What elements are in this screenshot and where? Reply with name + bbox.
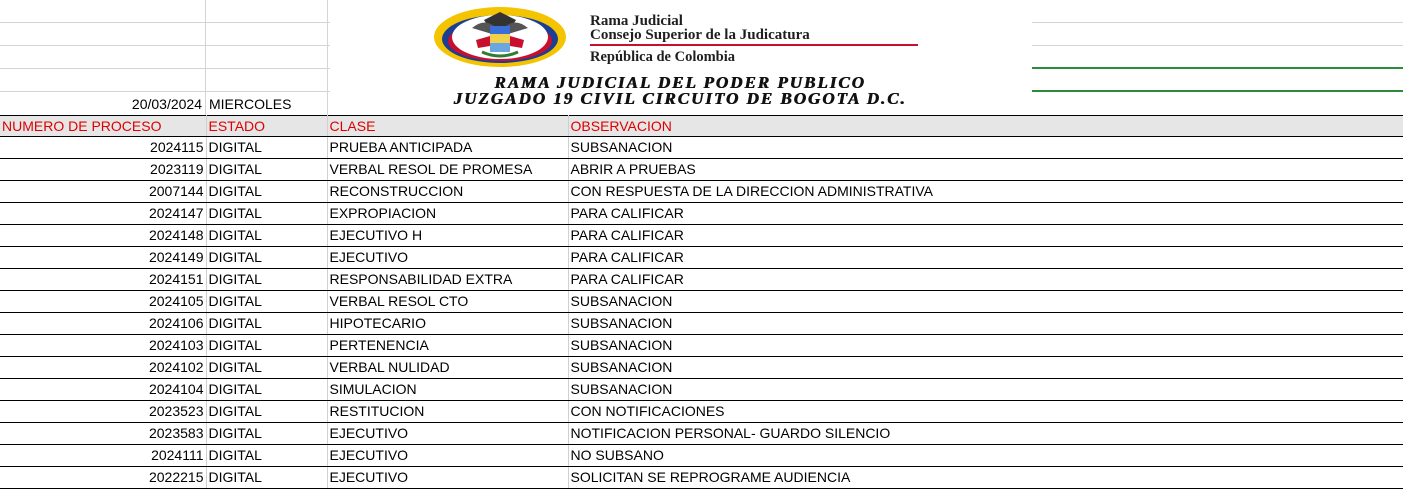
cell-numero-proceso[interactable]: 2024147 (0, 203, 206, 225)
cell-estado[interactable]: DIGITAL (206, 291, 327, 313)
brand-line-2: Consejo Superior de la Judicatura (590, 27, 810, 43)
table-row (0, 423, 1403, 445)
cell-observacion[interactable]: NOTIFICACION PERSONAL- GUARDO SILENCIO (568, 423, 1403, 445)
col-header-clase[interactable]: CLASE (327, 116, 568, 137)
table-row (0, 379, 1403, 401)
cell-clase[interactable]: PERTENENCIA (327, 335, 568, 357)
gridline (0, 45, 330, 46)
court-title-2: JUZGADO 19 CIVIL CIRCUITO DE BOGOTA D.C. (453, 89, 907, 108)
table-row (0, 291, 1403, 313)
cell-numero-proceso[interactable]: 2024106 (0, 313, 206, 335)
court-title-1: RAMA JUDICIAL DEL PODER PUBLICO (494, 73, 866, 92)
cell-estado[interactable]: DIGITAL (206, 225, 327, 247)
cell-estado[interactable]: DIGITAL (206, 247, 327, 269)
table-row (0, 313, 1403, 335)
cell-estado[interactable]: DIGITAL (206, 357, 327, 379)
green-border-line (1032, 90, 1403, 92)
cell-observacion[interactable]: SOLICITAN SE REPROGRAME AUDIENCIA (568, 467, 1403, 489)
rama-judicial-brand (590, 14, 920, 66)
cell-numero-proceso[interactable]: 2024111 (0, 445, 206, 467)
cell-numero-proceso[interactable]: 2024103 (0, 335, 206, 357)
gridline (327, 0, 328, 115)
date-cell[interactable]: 20/03/2024 (131, 96, 202, 112)
table-row (0, 181, 1403, 203)
table-row (0, 335, 1403, 357)
cell-clase[interactable]: EJECUTIVO (327, 247, 568, 269)
cell-clase[interactable]: EJECUTIVO (327, 423, 568, 445)
gridline (1032, 22, 1403, 23)
cell-observacion[interactable]: SUBSANACION (568, 335, 1403, 357)
table-header-row (0, 116, 1403, 137)
cell-observacion[interactable]: SUBSANACION (568, 379, 1403, 401)
cell-observacion[interactable]: PARA CALIFICAR (568, 269, 1403, 291)
colombia-seal-logo (432, 6, 568, 68)
cell-numero-proceso[interactable]: 2022215 (0, 467, 206, 489)
cell-numero-proceso[interactable]: 2023523 (0, 401, 206, 423)
table-row (0, 137, 1403, 159)
cell-numero-proceso[interactable]: 2024104 (0, 379, 206, 401)
cell-estado[interactable]: DIGITAL (206, 137, 327, 159)
cell-numero-proceso[interactable]: 2024151 (0, 269, 206, 291)
process-table (0, 115, 1403, 489)
cell-clase[interactable]: EXPROPIACION (327, 203, 568, 225)
cell-numero-proceso[interactable]: 2024115 (0, 137, 206, 159)
cell-estado[interactable]: DIGITAL (206, 467, 327, 489)
gridline (0, 22, 330, 23)
cell-estado[interactable]: DIGITAL (206, 445, 327, 467)
cell-clase[interactable]: SIMULACION (327, 379, 568, 401)
cell-clase[interactable]: RESPONSABILIDAD EXTRA (327, 269, 568, 291)
cell-numero-proceso[interactable]: 2024105 (0, 291, 206, 313)
cell-estado[interactable]: DIGITAL (206, 313, 327, 335)
col-header-numero[interactable]: NUMERO DE PROCESO (0, 116, 206, 137)
cell-observacion[interactable]: ABRIR A PRUEBAS (568, 159, 1403, 181)
cell-observacion[interactable]: SUBSANACION (568, 357, 1403, 379)
brand-red-rule (590, 44, 918, 46)
cell-clase[interactable]: RESTITUCION (327, 401, 568, 423)
cell-numero-proceso[interactable]: 2024102 (0, 357, 206, 379)
cell-observacion[interactable]: NO SUBSANO (568, 445, 1403, 467)
cell-clase[interactable]: HIPOTECARIO (327, 313, 568, 335)
cell-observacion[interactable]: CON NOTIFICACIONES (568, 401, 1403, 423)
cell-estado[interactable]: DIGITAL (206, 335, 327, 357)
cell-clase[interactable]: VERBAL RESOL CTO (327, 291, 568, 313)
table-row (0, 247, 1403, 269)
cell-observacion[interactable]: PARA CALIFICAR (568, 203, 1403, 225)
gridline (205, 0, 206, 115)
cell-observacion[interactable]: PARA CALIFICAR (568, 247, 1403, 269)
cell-estado[interactable]: DIGITAL (206, 423, 327, 445)
table-row (0, 159, 1403, 181)
brand-line-3: República de Colombia (590, 49, 736, 65)
cell-observacion[interactable]: SUBSANACION (568, 313, 1403, 335)
cell-clase[interactable]: RECONSTRUCCION (327, 181, 568, 203)
table-row (0, 269, 1403, 291)
gridline (0, 68, 330, 69)
gridline (0, 91, 330, 92)
brand-line-1: Rama Judicial (590, 13, 683, 29)
table-row (0, 203, 1403, 225)
table-row (0, 467, 1403, 489)
cell-estado[interactable]: DIGITAL (206, 379, 327, 401)
table-row (0, 357, 1403, 379)
cell-clase[interactable]: EJECUTIVO H (327, 225, 568, 247)
cell-numero-proceso[interactable]: 2024149 (0, 247, 206, 269)
cell-clase[interactable]: VERBAL RESOL DE PROMESA (327, 159, 568, 181)
table-row (0, 401, 1403, 423)
gridline (1032, 45, 1403, 46)
cell-observacion[interactable]: CON RESPUESTA DE LA DIRECCION ADMINISTRATIVA (568, 181, 1403, 203)
cell-numero-proceso[interactable]: 2023583 (0, 423, 206, 445)
cell-estado[interactable]: DIGITAL (206, 159, 327, 181)
col-header-observacion[interactable]: OBSERVACION (568, 116, 1403, 137)
cell-clase[interactable]: VERBAL NULIDAD (327, 357, 568, 379)
cell-observacion[interactable]: SUBSANACION (568, 137, 1403, 159)
cell-clase[interactable]: EJECUTIVO (327, 445, 568, 467)
col-header-estado[interactable]: ESTADO (206, 116, 327, 137)
sheet-header (0, 0, 1403, 115)
cell-numero-proceso[interactable]: 2023119 (0, 159, 206, 181)
table-row (0, 445, 1403, 467)
cell-numero-proceso[interactable]: 2024148 (0, 225, 206, 247)
cell-observacion[interactable]: SUBSANACION (568, 291, 1403, 313)
cell-numero-proceso[interactable]: 2007144 (0, 181, 206, 203)
cell-clase[interactable]: PRUEBA ANTICIPADA (327, 137, 568, 159)
cell-estado[interactable]: DIGITAL (206, 203, 327, 225)
cell-observacion[interactable]: PARA CALIFICAR (568, 225, 1403, 247)
cell-estado[interactable]: DIGITAL (206, 181, 327, 203)
cell-estado[interactable]: DIGITAL (206, 269, 327, 291)
green-border-line (1032, 67, 1403, 69)
cell-clase[interactable]: EJECUTIVO (327, 467, 568, 489)
cell-estado[interactable]: DIGITAL (206, 401, 327, 423)
weekday-cell[interactable]: MIERCOLES (209, 96, 292, 112)
table-row (0, 225, 1403, 247)
